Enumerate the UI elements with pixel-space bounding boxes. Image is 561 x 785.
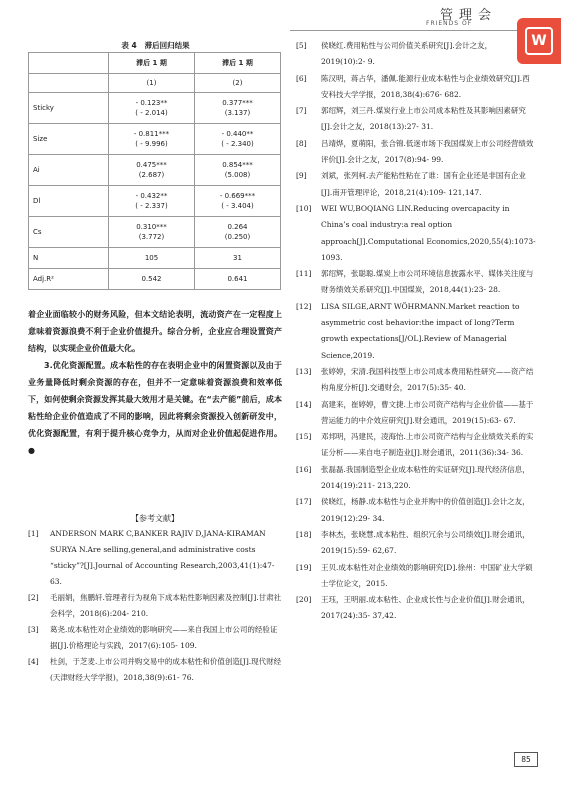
row-label: Ai — [29, 155, 109, 186]
coef: - 0.440** — [221, 130, 254, 138]
page-number: 85 — [514, 752, 538, 767]
ref-text: 杜剑，于芝麦.上市公司并购交易中的成本粘性和价值创造[J].现代财经(天津财经大学学报)，2018,38(9):61- 76. — [50, 657, 282, 682]
paragraph: 3.优化资源配置。成本粘性的存在表明企业中的闲置资源以及由于业务量降低时剩余资源的存在，但并不一定意味着资源浪费和效率低下，如何使剩余资源发挥其最大效用才是关键。在“去产能”前后，成本粘性给企业价值造成了不同的影响，因此将剩余资源投入创新研发中，优化资源配置，有利于提升核心竞争力，从而对企业价值起促进作用。● — [28, 361, 282, 455]
ref-text: 邓邦明，冯建民，凌海怡.上市公司资产结构与企业绩效关系的实证分析——来自电子制造业[J].财会通讯，2011(36):34- 36. — [321, 432, 534, 458]
row-label: Size — [29, 124, 109, 155]
cell — [195, 93, 281, 124]
table-row — [29, 248, 281, 269]
ref-number: [15] — [296, 432, 312, 442]
tstat: ( - 2.340) — [221, 140, 254, 148]
ref-text: 王贝.成本粘性对企业绩效的影响研究[D].徐州：中国矿业大学硕士学位论文，2015. — [321, 562, 533, 588]
coef: 0.264 — [227, 223, 248, 231]
regression-table — [28, 52, 281, 290]
reference-item — [296, 592, 536, 625]
ref-text: 郭绍辉，张聪聪.煤炭上市公司环境信息披露水平、媒体关注度与财务绩效关系研究[J].中国煤炭，2018,44(1):23- 28. — [321, 269, 534, 295]
ref-text: 李林杰，张晓慧.成本粘性、组织冗余与公司绩效[J].财会通讯，2019(15):59- 62,67. — [321, 529, 530, 556]
row-label: Cs — [29, 217, 109, 248]
ref-text: WEI WU,BOQIANG LIN.Reducing overcapacity in China’s coal industry:a real option approach[J].Computational Economics,2020,55(4):1073- 1093. — [321, 203, 536, 262]
ref-text: 葛尧.成本粘性对企业绩效的影响研究——来自我国上市公司的经验证据[J].价格理论与实践，2017(6):105- 109. — [50, 625, 278, 650]
ref-text: 刘斌，张列柯.去产能粘性粘在了谁：国有企业还是非国有企业[J].南开管理评论，2018,21(4):109- 121,147. — [321, 171, 526, 197]
ref-number: [14] — [296, 399, 312, 409]
col-number-1: (1) — [109, 74, 195, 93]
col-number-2: (2) — [195, 74, 281, 93]
coef: 0.377*** — [222, 99, 253, 107]
tstat: ( - 9.996) — [135, 140, 168, 148]
references-left — [28, 526, 282, 686]
app-icon: W — [525, 27, 553, 55]
ref-number: [16] — [296, 464, 312, 474]
ref-text: LISA SILGE,ARNT WÖHRMANN.Market reaction to asymmetric cost behavior:the impact of long?Term growth expectations[J/OL].Review of Managerial Science,2019. — [321, 301, 520, 360]
ref-number: [6] — [296, 73, 307, 83]
cell — [109, 186, 195, 217]
cell — [109, 93, 195, 124]
ref-number: [3] — [28, 625, 39, 634]
cell: 0.542 — [109, 269, 195, 290]
ref-number: [18] — [296, 529, 312, 539]
table-corner-cell — [29, 74, 109, 93]
tstat: (0.250) — [224, 233, 251, 241]
cell — [195, 217, 281, 248]
ref-text: 张磊磊.我国制造型企业成本粘性的实证研究[J].现代经济信息，2014(19):211- 213,220. — [321, 464, 530, 491]
cell: 31 — [195, 248, 281, 269]
reference-item — [296, 38, 536, 71]
reference-item — [296, 462, 536, 495]
reference-item — [296, 299, 536, 364]
reference-item — [296, 429, 536, 462]
col-header-1: 滞后 1 期 — [109, 53, 195, 74]
reference-item — [296, 71, 536, 104]
reference-item — [28, 590, 282, 622]
reference-item — [296, 494, 536, 527]
table-row — [29, 186, 281, 217]
reference-item — [296, 560, 536, 593]
cell: 0.641 — [195, 269, 281, 290]
row-label: N — [29, 248, 109, 269]
cell — [195, 186, 281, 217]
reference-item — [296, 103, 536, 136]
reference-item — [296, 266, 536, 299]
ref-number: [13] — [296, 366, 312, 376]
table-row — [29, 93, 281, 124]
ref-number: [2] — [28, 593, 39, 602]
coef: - 0.123** — [135, 99, 168, 107]
reference-item — [296, 136, 536, 169]
coef: 0.854*** — [222, 161, 253, 169]
table-row — [29, 217, 281, 248]
table-row — [29, 124, 281, 155]
reference-item — [296, 364, 536, 397]
ref-text: 张婷婷，宋清.我国科技型上市公司成本费用粘性研究——资产结构角度分析[J].交通财会，2017(5):35- 40. — [321, 366, 534, 393]
coef: - 0.669*** — [219, 192, 256, 200]
ref-text: 陈汉明，蒋占华，潘佩.能源行业成本粘性与企业绩效研究[J].西安科技大学学报，2018,38(4):676- 682. — [321, 73, 530, 99]
ref-text: 吕靖烨，夏萌阳，张合锦.低迷市场下我国煤炭上市公司经营绩效评价[J].会计之友，2017(8):94- 99. — [321, 138, 534, 165]
references-right — [296, 38, 536, 625]
col-header-2: 滞后 1 期 — [195, 53, 281, 74]
coef: 0.475*** — [136, 161, 167, 169]
reference-item — [296, 397, 536, 430]
reference-item — [296, 168, 536, 201]
ref-text: 王珏，王明丽.成本粘性、企业成长性与企业价值[J].财会通讯，2017(24):35- 37,42. — [321, 595, 530, 621]
ref-number: [10] — [296, 203, 312, 213]
ref-text: 高建来，崔婷婷，曹文捷.上市公司资产结构与企业价值——基于营运能力的中介效应研究[J].财会通讯，2019(15):63- 67. — [321, 399, 534, 425]
header-rule — [290, 30, 553, 31]
coef: - 0.432** — [135, 192, 168, 200]
tstat: (2.687) — [138, 171, 165, 179]
cell — [109, 217, 195, 248]
table-caption: 表 4 滞后回归结果 — [121, 41, 190, 50]
coef: - 0.811*** — [133, 130, 170, 138]
ref-text: 侯晓红.费用粘性与公司价值关系研究[J].会计之友，2019(10):2- 9. — [321, 41, 493, 67]
tstat: ( - 2.014) — [135, 109, 168, 117]
row-label: Sticky — [29, 93, 109, 124]
ref-number: [9] — [296, 171, 307, 181]
paragraph: 着企业面临较小的财务风险，但本文结论表明，流动资产在一定程度上意味着资源浪费不利于企业价值提升。综合分析，企业应合理设置资产结构，以实现企业价值最大化。 — [28, 310, 282, 353]
reference-item — [296, 527, 536, 560]
row-label: Adj.R² — [29, 269, 109, 290]
ref-number: [4] — [28, 657, 39, 666]
table-row — [29, 269, 281, 290]
ref-text: 毛丽娟，焦鹏轩.管理者行为视角下成本粘性影响因素及控制[J].甘肃社会科学，2018(6):204- 210. — [50, 593, 282, 618]
ref-number: [19] — [296, 562, 312, 572]
ref-number: [20] — [296, 595, 312, 605]
ref-number: [8] — [296, 138, 307, 148]
cell — [195, 124, 281, 155]
ref-number: [11] — [296, 269, 312, 279]
table-row — [29, 155, 281, 186]
reference-item — [296, 201, 536, 266]
ref-text: 郭绍辉，刘三丹.煤炭行业上市公司成本粘性及其影响因素研究[J].会计之友，2018(13):27- 31. — [321, 106, 526, 132]
ref-number: [12] — [296, 301, 312, 311]
cell — [195, 155, 281, 186]
coef: 0.310*** — [136, 223, 167, 231]
reference-item — [28, 526, 282, 590]
ref-number: [5] — [296, 41, 307, 50]
tstat: (5.008) — [224, 171, 251, 179]
cell — [109, 124, 195, 155]
tstat: (3.137) — [224, 109, 251, 117]
tstat: ( - 3.404) — [221, 202, 254, 210]
journal-title: 管理会 — [440, 8, 498, 23]
ref-number: [17] — [296, 497, 312, 507]
ref-text: 侯晓红，杨静.成本粘性与企业并购中的价值创造[J].会计之友，2019(12):29- 34. — [321, 497, 530, 523]
cell: 105 — [109, 248, 195, 269]
reference-item — [28, 654, 282, 686]
body-paragraphs — [28, 306, 282, 459]
reference-item — [28, 622, 282, 654]
ref-text: ANDERSON MARK C,BANKER RAJIV D,JANA-KIRAMAN SURYA N.Are selling,general,and administrative costs “sticky”?[J].Journal of Accounting Research,2003,41(1):47- 63. — [50, 529, 275, 586]
journal-subtitle: FRIENDS OF — [426, 20, 473, 27]
tstat: (3.772) — [138, 233, 165, 241]
references-heading: 【参考文献】 — [131, 514, 179, 523]
tstat: ( - 2.337) — [135, 202, 168, 210]
cell — [109, 155, 195, 186]
ref-number: [1] — [28, 529, 39, 538]
row-label: Dl — [29, 186, 109, 217]
ref-number: [7] — [296, 106, 307, 116]
table-corner-cell — [29, 53, 109, 74]
